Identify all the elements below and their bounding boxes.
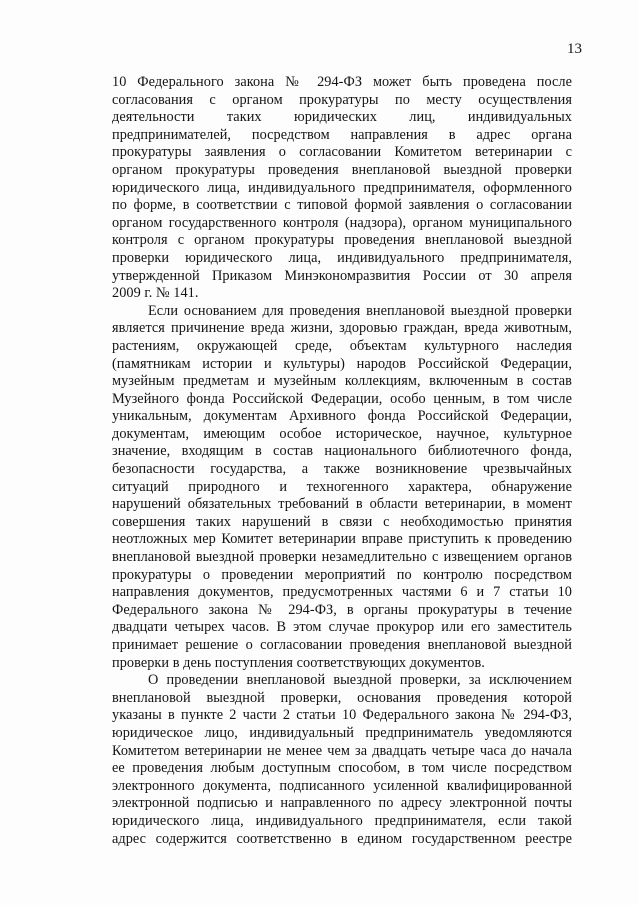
- text-line: по форме, в соответствии с типовой формой заявления о согласовании: [112, 197, 572, 214]
- text-line: внеплановой выездной проверки незамедлительно с извещением органов: [112, 549, 572, 566]
- text-line: документам, имеющим особое историческое, научное, культурное: [112, 425, 572, 442]
- text-line: ситуаций природного и техногенного характера, обнаружение: [112, 478, 572, 495]
- text-line: 10 Федерального закона № 294-ФЗ может быть проведена после: [112, 74, 572, 90]
- text-line: является причинение вреда жизни, здоровью граждан, вреда животным,: [112, 320, 572, 337]
- text-line: Музейного фонда Российской Федерации, особо ценным, в том числе: [112, 390, 572, 407]
- text-line: органом государственного контроля (надзора), органом муниципального: [112, 214, 572, 231]
- text-line: значение, входящим в состав национального библиотечного фонда,: [112, 443, 572, 460]
- text-line: уникальным, документам Архивного фонда Российской Федерации,: [112, 408, 572, 425]
- text-line: музейным предметам и музейным коллекциям, включенным в состав: [112, 373, 572, 390]
- text-line: проверки юридического лица, индивидуального предпринимателя,: [112, 249, 572, 266]
- text-line: Комитетом ветеринарии не менее чем за двадцать четыре часа до начала: [112, 742, 572, 759]
- paragraph: [112, 303, 572, 672]
- text-line: деятельности таких юридических лиц, индивидуальных: [112, 109, 572, 126]
- text-line: контроля с органом прокуратуры проведения внеплановой выездной: [112, 232, 572, 249]
- text-line: прокуратуры заявления о согласовании Комитетом ветеринарии с: [112, 144, 572, 161]
- text-line: проверки в день поступления соответствующих документов.: [112, 654, 485, 671]
- text-line: Если основанием для проведения внеплановой выездной проверки: [148, 302, 572, 319]
- text-line: указаны в пункте 2 части 2 статьи 10 Федерального закона № 294-ФЗ,: [112, 707, 572, 724]
- page-number: 13: [567, 41, 582, 57]
- text-line: направления документов, предусмотренных частями 6 и 7 статьи 10: [112, 584, 572, 601]
- text-line: неотложных мер Комитет ветеринарии вправе приступить к проведению: [112, 531, 572, 548]
- text-line: безопасности государства, а также возникновение чрезвычайных: [112, 461, 572, 478]
- text-line: (памятникам истории и культуры) народов Российской Федерации,: [112, 355, 572, 372]
- text-line: предпринимателей, посредством направления в адрес органа: [112, 126, 572, 143]
- paragraph: [112, 672, 572, 848]
- text-line: растениям, окружающей среде, объектам культурного наследия: [112, 337, 572, 354]
- text-line: органом прокуратуры проведения внеплановой выездной проверки: [112, 161, 572, 178]
- text-line: согласования с органом прокуратуры по месту осуществления: [112, 91, 572, 108]
- text-line: ее проведения любым доступным способом, в том числе посредством: [112, 760, 572, 777]
- text-line: совершения таких нарушений в связи с необходимостью принятия: [112, 513, 572, 530]
- text-line: электронной подписью и направленного по адресу электронной почты: [112, 795, 572, 812]
- text-line: юридическое лицо, индивидуальный предприниматель уведомляются: [112, 724, 572, 741]
- text-line: адрес содержится соответственно в едином государственном реестре: [112, 830, 572, 847]
- paragraph: [112, 74, 572, 303]
- text-line: 2009 г. № 141.: [112, 285, 199, 302]
- text-line: О проведении внеплановой выездной проверки, за исключением: [148, 672, 572, 689]
- text-line: утвержденной Приказом Минэкономразвития России от 30 апреля: [112, 267, 572, 284]
- text-line: принимает решение о согласовании проведения внеплановой выездной: [112, 637, 572, 653]
- text-line: юридического лица, индивидуального предпринимателя, оформленного: [112, 179, 572, 196]
- text-line: электронного документа, подписанного усиленной квалифицированной: [112, 777, 572, 794]
- text-line: нарушений обязательных требований в области ветеринарии, в момент: [112, 496, 572, 513]
- text-line: юридического лица, индивидуального предпринимателя, если такой: [112, 812, 572, 829]
- body-text: [112, 74, 572, 848]
- text-line: прокуратуры о проведении мероприятий по контролю посредством: [112, 566, 572, 583]
- text-line: двадцати четырех часов. В этом случае прокурор или его заместитель: [112, 619, 572, 636]
- text-line: внеплановой выездной проверки, основания проведения которой: [112, 689, 572, 706]
- text-line: Федерального закона № 294-ФЗ, в органы прокуратуры в течение: [112, 601, 572, 618]
